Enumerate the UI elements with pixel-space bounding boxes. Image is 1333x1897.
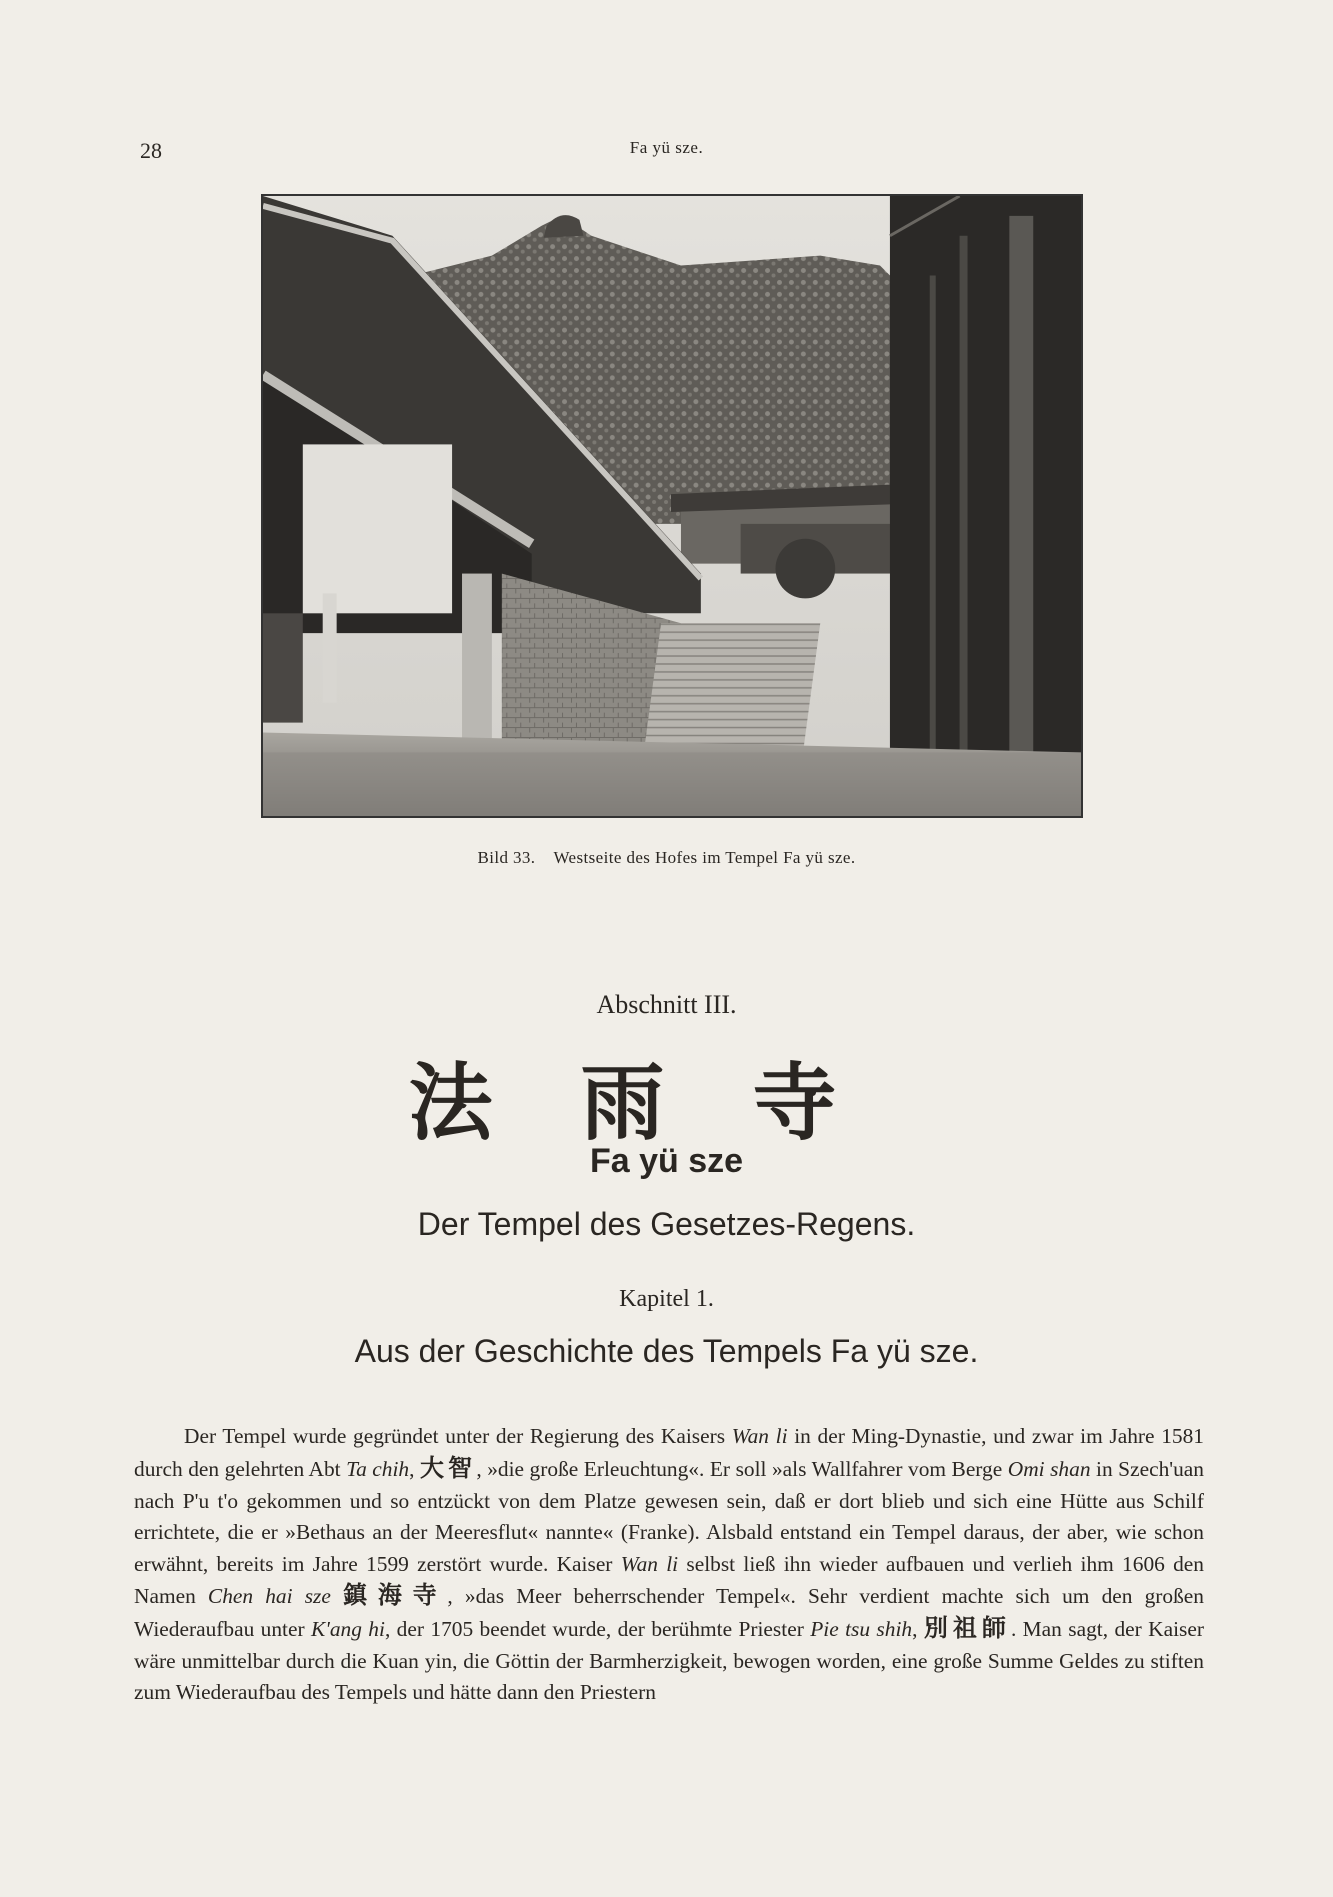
chinese-title: 法雨寺 xyxy=(408,1054,925,1152)
chinese-pie-tsu-shih: 別祖師 xyxy=(923,1613,1011,1642)
figure-caption-text: Westseite des Hofes im Tempel Fa yü sze. xyxy=(553,848,856,867)
body-text-segment: in Szech'uan nach P'u t'o gekommen und so entzückt von dem Platze gewesen sein, daß er dort blieb und sich eine Hütte aus Schilf errichtete, die er »Bethaus an der Meeresflut« nannte« (Franke). Alsbald entstand ein Tempel daraus, der aber, wie schon erwähnt, bereits im Jahre 1599 zerstört wurde. Kaiser xyxy=(134,1456,1204,1576)
figure-label: Bild 33. xyxy=(477,848,536,867)
body-text-segment: , »das Meer beherrschender Tempel«. Sehr verdient machte sich um den großen Wiederaufbau unter xyxy=(134,1584,1204,1641)
body-text-segment: , xyxy=(409,1456,420,1481)
section-subtitle: Der Tempel des Gesetzes-Regens. xyxy=(417,1206,916,1242)
photo-illustration xyxy=(263,196,1081,816)
section-label: Abschnitt III. xyxy=(596,990,737,1019)
chapter-label: Kapitel 1. xyxy=(619,1286,714,1312)
name-kang-hi: K'ang hi xyxy=(311,1616,385,1641)
chapter-title: Aus der Geschichte des Tempels Fa yü sze. xyxy=(354,1333,979,1369)
page-number: 28 xyxy=(140,138,162,163)
body-text-segment: , der 1705 beendet wurde, der berühmte Priester xyxy=(384,1616,811,1641)
name-ta-chih: Ta chih xyxy=(346,1456,410,1481)
name-wan-li: Wan li xyxy=(620,1551,679,1576)
body-text-segment: . Man sagt, der Kaiser wäre unmittelbar durch die Kuan yin, die Göttin der Barmherzigkeit, bewogen worden, eine große Summe Geldes zu stiften zum Wiederaufbau des Tempels und hätte dann den Priestern xyxy=(134,1616,1204,1705)
name-pie-tsu-shih: Pie tsu shih xyxy=(810,1616,913,1641)
name-wan-li: Wan li xyxy=(731,1424,788,1449)
body-text-segment xyxy=(331,1584,343,1608)
body-paragraph xyxy=(134,1421,1204,1708)
temple-courtyard-photo xyxy=(261,194,1083,818)
body-text-segment: Der Tempel wurde gegründet unter der Regierung des Kaisers xyxy=(184,1424,732,1449)
chinese-ta-chih: 大智 xyxy=(420,1453,477,1482)
section-title: Fa yü sze xyxy=(589,1142,744,1180)
figure-caption xyxy=(0,848,1333,868)
chinese-chen-hai-sze: 鎮海寺 xyxy=(343,1581,448,1610)
body-text-segment: , »die große Erleuchtung«. Er soll »als Wallfahrer vom Berge xyxy=(476,1456,1008,1481)
running-title: Fa yü sze. xyxy=(629,138,704,157)
body-text-segment: in der Ming-Dynastie, und zwar im Jahre 1581 durch den gelehrten Abt xyxy=(134,1424,1204,1481)
body-text-segment: , xyxy=(912,1616,924,1641)
body-text-segment: selbst ließ ihn wieder aufbauen und verlieh ihm 1606 den Namen xyxy=(134,1551,1204,1609)
name-chen-hai-sze: Chen hai sze xyxy=(207,1584,331,1609)
name-omi-shan: Omi shan xyxy=(1007,1456,1091,1481)
